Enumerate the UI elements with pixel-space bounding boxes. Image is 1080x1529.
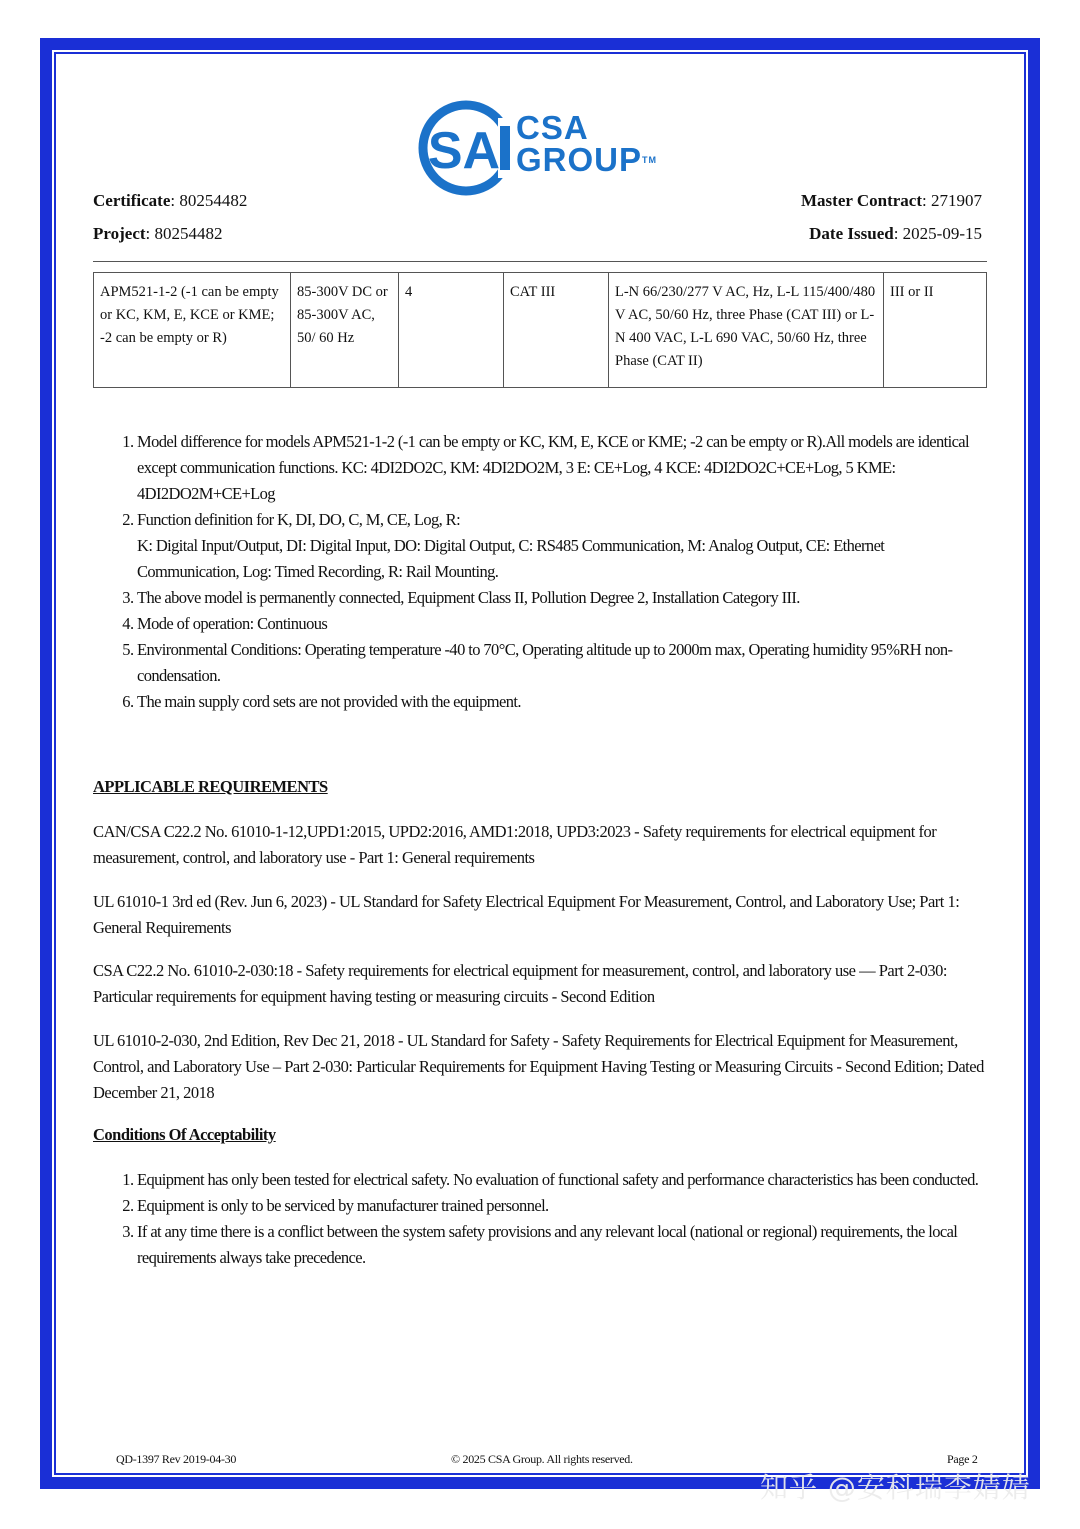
list-item: 1. Equipment has only been tested for electrical safety. No evaluation of functional safety and performance characteristics has been conducted. (137, 1167, 989, 1193)
master-contract-value: : 271907 (922, 191, 982, 210)
conditions-title: Conditions Of Acceptability (93, 1125, 276, 1144)
date-issued-label: Date Issued (809, 224, 894, 243)
master-contract-field (801, 191, 982, 211)
csa-group-logo (416, 96, 666, 200)
svg-text:SA: SA (427, 122, 501, 180)
date-issued-value: : 2025-09-15 (893, 224, 982, 243)
list-item: 4. Mode of operation: Continuous (137, 611, 989, 637)
date-issued-field (809, 224, 982, 244)
trademark-mark: TM (642, 155, 658, 165)
list-item: 1. Model difference for models APM521-1-2 (-1 can be empty or KC, KM, E, KCE or KME; -2 can be empty or R).All models are identical except communication functions. KC: 4DI2DO2C, KM: 4DI2DO2M, 3 E: CE+Log, 4 KCE: 4DI2DO2C+CE+Log, 5 KME: 4DI2DO2M+CE+Log (137, 429, 989, 507)
project-field (93, 224, 223, 244)
applicable-requirements-title: APPLICABLE REQUIREMENTS (93, 777, 328, 796)
table-cell-supply: 85-300V DC or 85-300V AC, 50/ 60 Hz (291, 273, 399, 388)
footer-form-ref: QD-1397 Rev 2019-04-30 (116, 1452, 237, 1466)
table-row (94, 273, 987, 388)
logo-text-csa: CSA (516, 109, 589, 146)
table-cell-ratings: L-N 66/230/277 V AC, Hz, L-L 115/400/480 V AC, 50/60 Hz, three Phase (CAT III) or L-N 400 VAC, L-L 690 VAC, 50/60 Hz, three Phase (CAT II) (609, 273, 884, 388)
table-cell-count: 4 (399, 273, 504, 388)
list-item: 6. The main supply cord sets are not provided with the equipment. (137, 689, 989, 715)
model-notes (93, 429, 989, 715)
certificate-field (93, 191, 247, 211)
note-function-definitions: K: Digital Input/Output, DI: Digital Input, DO: Digital Output, C: RS485 Communication, M: Analog Output, CE: Ethernet Communication, Log: Timed Recording, R: Rail Mounting. (137, 536, 885, 581)
requirement-item: CAN/CSA C22.2 No. 61010-1-12,UPD1:2015, UPD2:2016, AMD1:2018, UPD3:2023 - Safety requirements for electrical equipment for measurement, control, and laboratory use - Part 1: General requirements (93, 822, 937, 867)
requirement-item: UL 61010-1 3rd ed (Rev. Jun 6, 2023) - UL Standard for Safety Electrical Equipment For Measurement, Control, and Laboratory Use; Part 1: General Requirements (93, 892, 960, 937)
requirement-item: CSA C22.2 No. 61010-2-030:18 - Safety requirements for electrical equipment for measurement, control, and laboratory use — Part 2-030: Particular requirements for equipment having testing or measuring circuits - Second Edition (93, 961, 948, 1006)
header-divider (93, 261, 987, 262)
csa-group-wordmark (516, 109, 658, 178)
model-spec-table (93, 272, 987, 388)
master-contract-label: Master Contract (801, 191, 923, 210)
watermark-text: 知乎 @安科瑞李婧婧 (760, 1471, 1031, 1504)
footer-page-number: Page 2 (947, 1452, 978, 1466)
table-cell-category: CAT III (504, 273, 609, 388)
list-item: 3. The above model is permanently connected, Equipment Class II, Pollution Degree 2, Installation Category III. (137, 585, 989, 611)
note-function-title: Function definition for K, DI, DO, C, M, CE, Log, R: (137, 510, 461, 529)
list-item: 3. If at any time there is a conflict between the system safety provisions and any relevant local (national or regional) requirements, the local requirements always take precedence. (137, 1219, 989, 1271)
certificate-label: Certificate (93, 191, 171, 210)
list-item: 5. Environmental Conditions: Operating temperature -40 to 70°C, Operating altitude up to 2000m max, Operating humidity 95%RH non-condensation. (137, 637, 989, 689)
csa-emblem-icon (416, 96, 516, 200)
logo-text-group: GROUP (516, 141, 643, 178)
table-cell-model: APM521-1-2 (-1 can be empty or KC, KM, E, KCE or KME; -2 can be empty or R) (94, 273, 291, 388)
list-item (137, 507, 989, 585)
table-cell-class: III or II (884, 273, 987, 388)
list-item: 2. Equipment is only to be serviced by manufacturer trained personnel. (137, 1193, 989, 1219)
certificate-value: : 80254482 (170, 191, 248, 210)
conditions-list (93, 1167, 989, 1271)
requirement-item: UL 61010-2-030, 2nd Edition, Rev Dec 21, 2018 - UL Standard for Safety - Safety Requirements for Electrical Equipment for Measurement, Control, and Laboratory Use – Part 2-030: Particular Requirements for Equipment Having Testing or Measuring Circuits - Second Edition; Dated December 21, 2018 (93, 1031, 984, 1102)
project-value: : 80254482 (145, 224, 223, 243)
footer-copyright: © 2025 CSA Group. All rights reserved. (451, 1452, 633, 1466)
project-label: Project (93, 224, 146, 243)
